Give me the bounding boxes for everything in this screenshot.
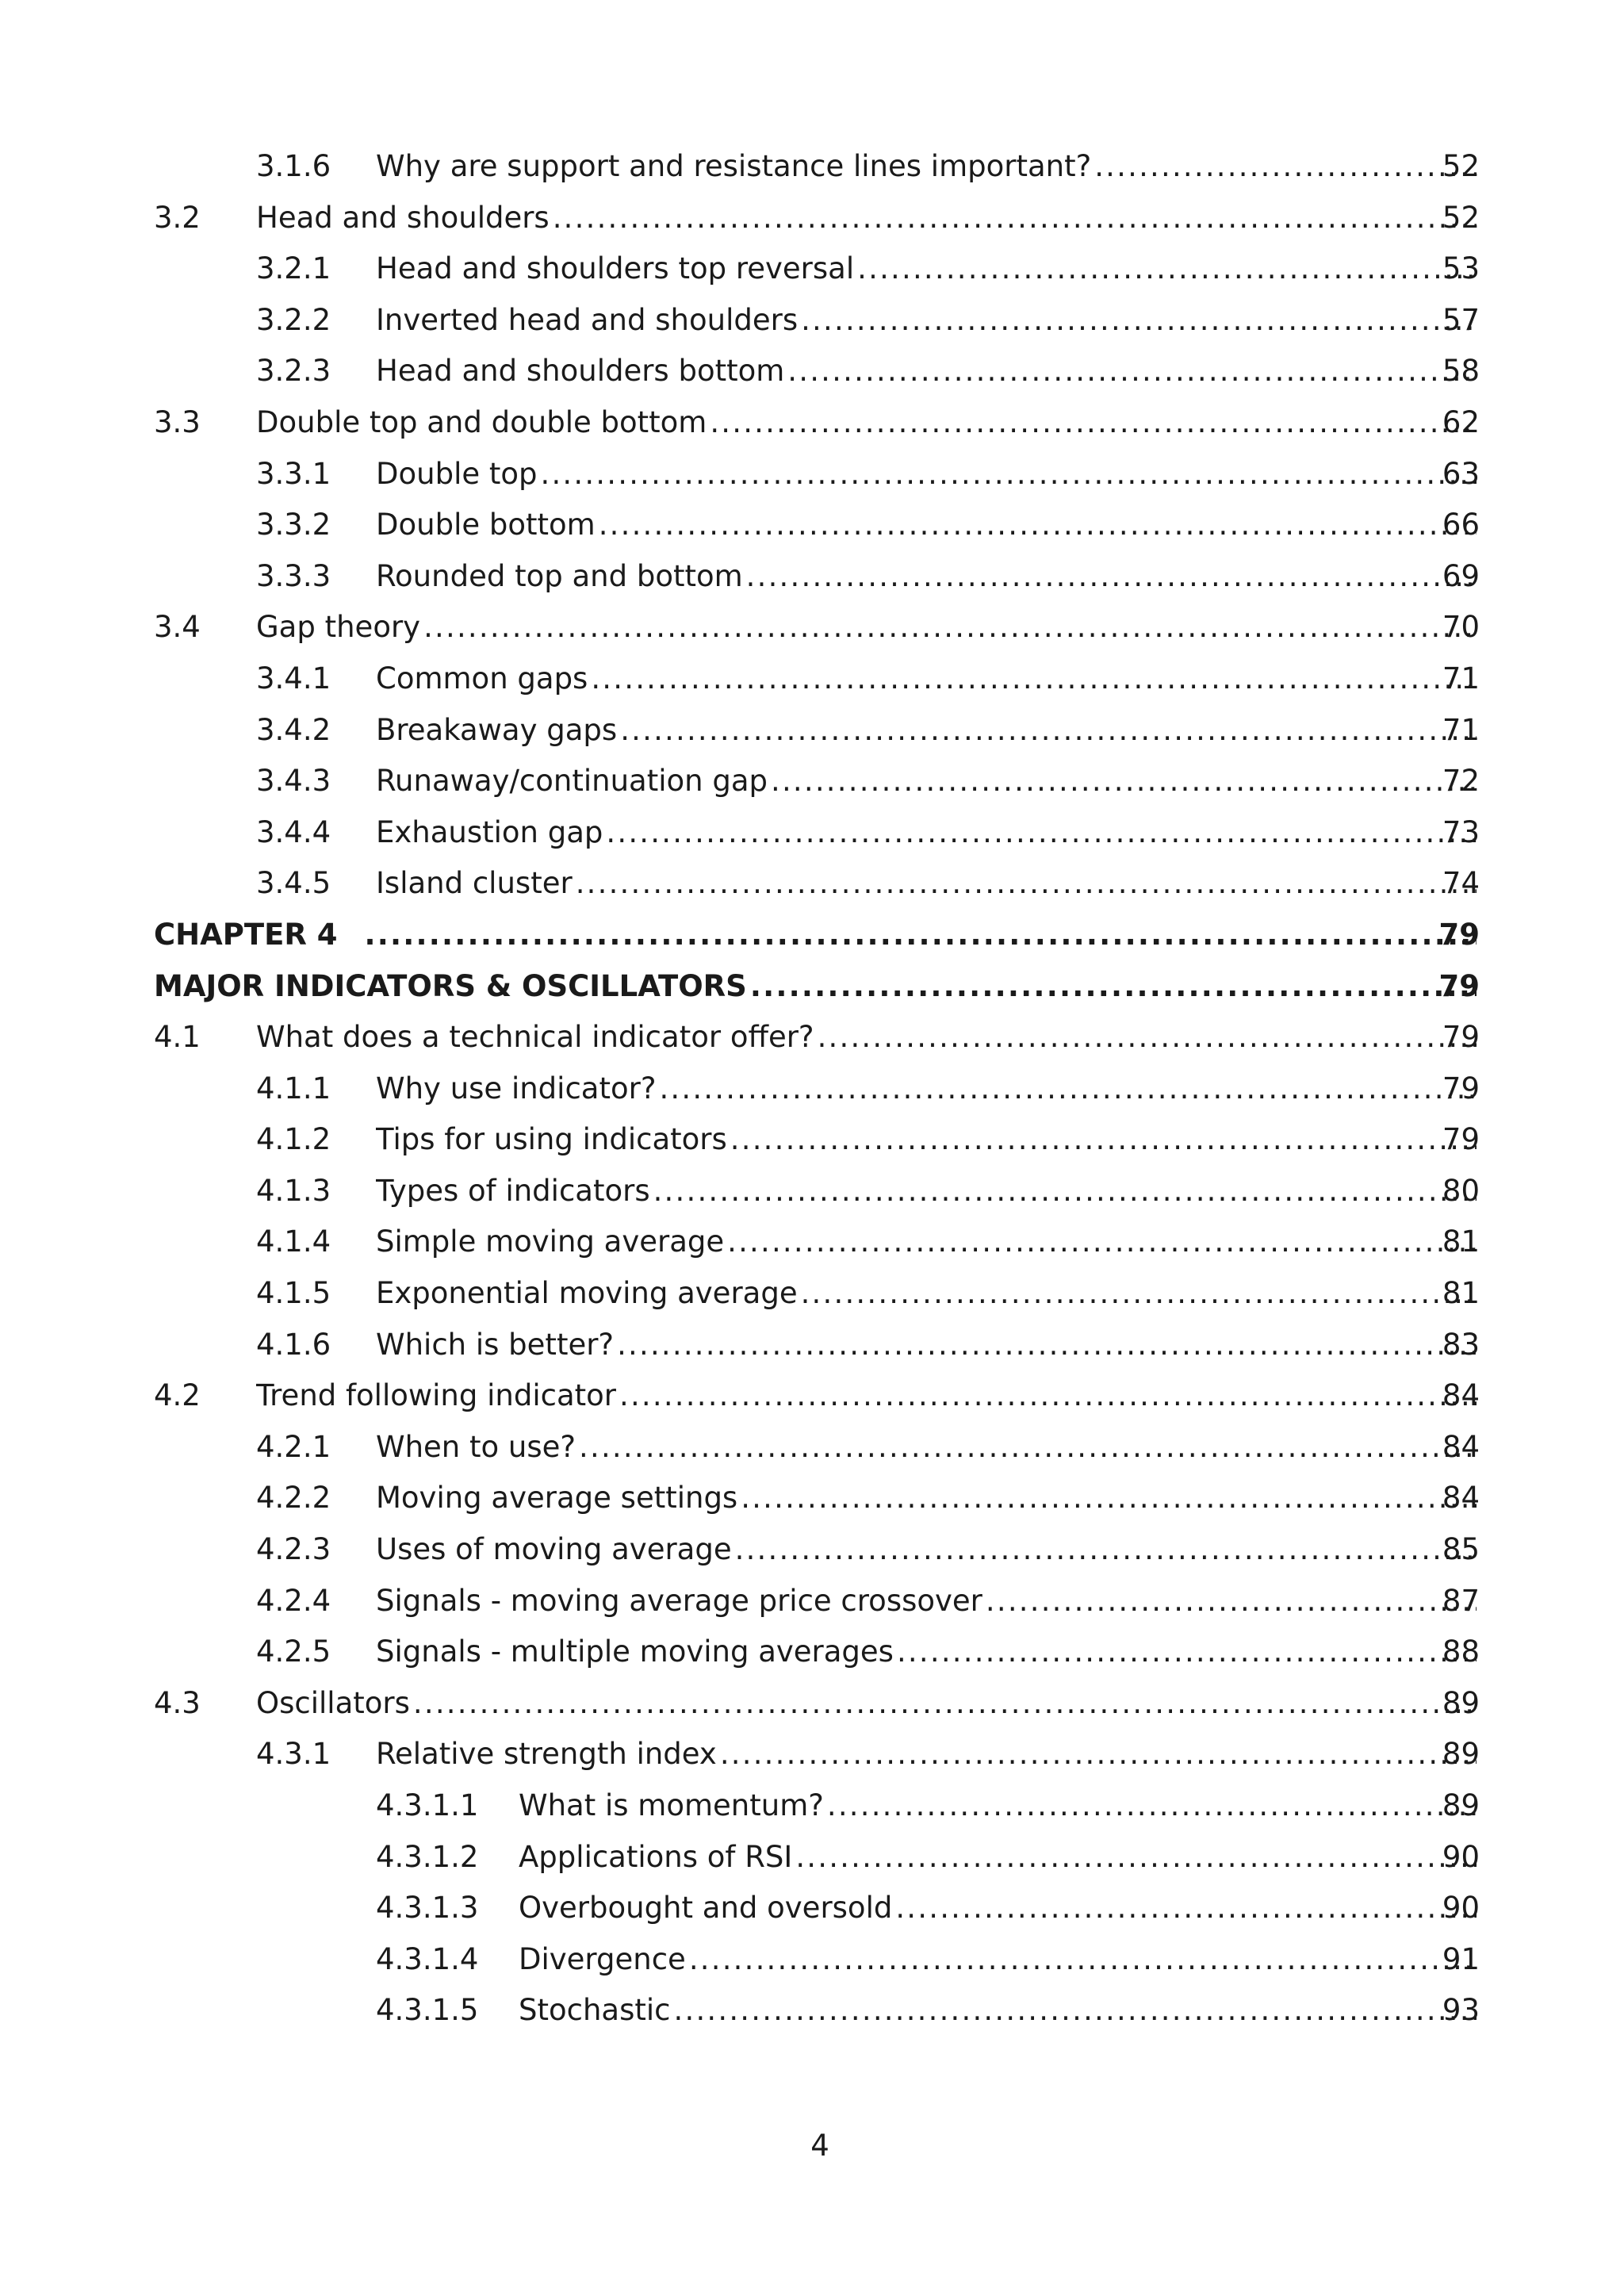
toc-entry <box>0 1268 1624 1320</box>
toc-entry-page-number: 74 <box>1442 866 1480 901</box>
dot-leader <box>986 1576 1477 1627</box>
toc-entry <box>0 1985 1624 2037</box>
toc-entry-number: 4.3.1.1 <box>376 1788 479 1822</box>
toc-entry <box>0 858 1624 910</box>
toc-entry-leader <box>376 653 1477 705</box>
toc-entry <box>0 1934 1624 1986</box>
toc-entry-page-number: 79 <box>1438 968 1480 1003</box>
toc-entry-number: 3.2.1 <box>256 251 331 286</box>
toc-entry-number: 3.2.2 <box>256 302 331 337</box>
toc-entry-number: 4.1.1 <box>256 1071 331 1106</box>
toc-entry-leader <box>519 1883 1477 1934</box>
toc-entry <box>0 1883 1624 1934</box>
dot-leader <box>606 807 1477 859</box>
toc-entry-leader <box>376 705 1477 757</box>
page-number: 4 <box>810 2129 829 2163</box>
toc-entry-number: 3.2 <box>154 200 201 235</box>
toc-entry-number: 3.3.1 <box>256 456 331 491</box>
toc-entry-leader <box>376 1473 1477 1524</box>
toc-entry-title: Types of indicators <box>376 1166 653 1217</box>
dot-leader <box>653 1166 1477 1217</box>
toc-entry-title: Common gaps <box>376 653 591 705</box>
dot-leader <box>1094 141 1477 193</box>
toc-entry <box>0 1422 1624 1473</box>
dot-leader <box>897 1627 1477 1678</box>
toc-entry <box>0 1320 1624 1371</box>
dot-leader <box>801 295 1477 347</box>
toc-entry-page-number: 52 <box>1442 149 1480 183</box>
toc-entry <box>0 1217 1624 1268</box>
toc-entry <box>0 602 1624 653</box>
toc-entry-leader <box>256 1370 1477 1422</box>
dot-leader <box>801 1268 1477 1320</box>
toc-entry <box>0 910 1624 961</box>
toc-entry-leader <box>376 1524 1477 1576</box>
toc-entry <box>0 1370 1624 1422</box>
toc-entry-number: 4.3.1.3 <box>376 1891 479 1926</box>
toc-entry-title: What is momentum? <box>519 1780 827 1832</box>
toc-entry-leader <box>376 1217 1477 1268</box>
toc-entry-title: Why use indicator? <box>376 1063 659 1115</box>
toc-entry <box>0 346 1624 397</box>
toc-entry-title: Inverted head and shoulders <box>376 295 801 347</box>
table-of-contents <box>0 141 1624 2037</box>
dot-leader <box>720 1729 1477 1780</box>
toc-entry-number: 4.2.5 <box>256 1634 331 1669</box>
toc-entry <box>0 807 1624 859</box>
toc-entry-number: 3.3.3 <box>256 558 331 593</box>
toc-entry-number: 4.3.1 <box>256 1737 331 1772</box>
toc-entry-leader <box>256 193 1477 244</box>
dot-leader <box>795 1832 1477 1884</box>
toc-entry-page-number: 89 <box>1442 1788 1480 1822</box>
toc-entry-page-number: 57 <box>1442 302 1480 337</box>
toc-entry-leader <box>376 295 1477 347</box>
toc-entry-page-number: 53 <box>1442 251 1480 286</box>
toc-entry-title: Why are support and resistance lines important? <box>376 141 1094 193</box>
toc-entry-title: Signals - multiple moving averages <box>376 1627 897 1678</box>
toc-entry <box>0 1627 1624 1678</box>
toc-entry-page-number: 90 <box>1442 1839 1480 1874</box>
toc-entry <box>0 193 1624 244</box>
toc-entry-leader <box>519 1985 1477 2037</box>
toc-entry-page-number: 72 <box>1442 764 1480 799</box>
toc-entry <box>0 500 1624 551</box>
toc-entry-number: 4.3.1.5 <box>376 1993 479 2028</box>
toc-entry-title: Oscillators <box>256 1678 413 1730</box>
toc-entry-title: Head and shoulders bottom <box>376 346 787 397</box>
dot-leader <box>617 1320 1477 1371</box>
toc-entry-leader <box>376 449 1477 500</box>
toc-entry-leader <box>256 602 1477 653</box>
dot-leader <box>710 397 1477 449</box>
toc-entry-number: 4.3.1.4 <box>376 1941 479 1976</box>
toc-entry <box>0 551 1624 603</box>
dot-leader <box>423 602 1477 653</box>
toc-entry-leader <box>256 1678 1477 1730</box>
toc-entry-title: Tips for using indicators <box>376 1114 730 1166</box>
toc-entry-leader <box>376 500 1477 551</box>
toc-entry-page-number: 66 <box>1442 508 1480 542</box>
toc-entry-number: 3.3 <box>154 404 201 439</box>
toc-entry-number: 4.1.4 <box>256 1224 331 1259</box>
toc-entry-number: 3.2.3 <box>256 354 331 389</box>
dot-leader <box>541 449 1477 500</box>
toc-entry-title: Double top and double bottom <box>256 397 710 449</box>
toc-entry-number: 3.4 <box>154 610 201 645</box>
toc-entry-number: 4.2.1 <box>256 1429 331 1464</box>
toc-entry-number: 3.4.4 <box>256 814 331 849</box>
toc-entry-page-number: 84 <box>1442 1378 1480 1413</box>
toc-entry-page-number: 79 <box>1442 1020 1480 1055</box>
toc-entry-title: What does a technical indicator offer? <box>256 1012 818 1063</box>
toc-entry-number: 4.3 <box>154 1685 201 1720</box>
dot-leader <box>620 705 1477 757</box>
toc-entry-title: Runaway/continuation gap <box>376 756 771 807</box>
toc-entry <box>0 243 1624 295</box>
toc-entry-number: 4.1.5 <box>256 1276 331 1311</box>
dot-leader <box>730 1114 1477 1166</box>
toc-entry <box>0 1473 1624 1524</box>
toc-entry-page-number: 80 <box>1442 1173 1480 1208</box>
toc-entry-title: Uses of moving average <box>376 1524 735 1576</box>
toc-entry-title: Stochastic <box>519 1985 674 2037</box>
toc-entry-page-number: 84 <box>1442 1429 1480 1464</box>
dot-leader <box>591 653 1477 705</box>
toc-entry-leader <box>376 1320 1477 1371</box>
toc-entry-page-number: 89 <box>1442 1685 1480 1720</box>
toc-entry-number: 3.4.2 <box>256 712 331 747</box>
toc-entry-leader <box>376 1063 1477 1115</box>
dot-leader <box>895 1883 1477 1934</box>
toc-entry-title: Overbought and oversold <box>519 1883 895 1934</box>
toc-entry-page-number: 87 <box>1442 1583 1480 1618</box>
toc-entry <box>0 141 1624 193</box>
dot-leader <box>674 1985 1477 2037</box>
toc-entry-page-number: 88 <box>1442 1634 1480 1669</box>
toc-entry <box>0 449 1624 500</box>
toc-entry-number: 4.2.3 <box>256 1532 331 1567</box>
toc-entry-title: MAJOR INDICATORS & OSCILLATORS <box>154 961 750 1013</box>
toc-entry <box>0 1114 1624 1166</box>
dot-leader <box>579 1422 1477 1473</box>
toc-entry-page-number: 58 <box>1442 354 1480 389</box>
toc-entry-page-number: 71 <box>1442 661 1480 696</box>
toc-entry-title: When to use? <box>376 1422 579 1473</box>
toc-entry-number: 4.2 <box>154 1378 201 1413</box>
toc-entry-page-number: 69 <box>1442 558 1480 593</box>
toc-entry-leader <box>376 1576 1477 1627</box>
dot-leader <box>689 1934 1477 1986</box>
toc-entry-title: Exhaustion gap <box>376 807 606 859</box>
dot-leader <box>413 1678 1477 1730</box>
toc-entry-leader <box>376 1114 1477 1166</box>
toc-entry-title: Trend following indicator <box>256 1370 619 1422</box>
toc-entry <box>0 961 1624 1013</box>
toc-entry <box>0 1524 1624 1576</box>
toc-entry-title: Signals - moving average price crossover <box>376 1576 986 1627</box>
dot-leader <box>619 1370 1477 1422</box>
toc-entry <box>0 1780 1624 1832</box>
toc-entry-page-number: 70 <box>1442 610 1480 645</box>
toc-entry-page-number: 84 <box>1442 1481 1480 1516</box>
toc-entry <box>0 1729 1624 1780</box>
toc-entry-page-number: 81 <box>1442 1224 1480 1259</box>
dot-leader <box>771 756 1477 807</box>
toc-entry <box>0 1063 1624 1115</box>
toc-entry-leader <box>376 243 1477 295</box>
toc-entry-number: 4.2.2 <box>256 1481 331 1516</box>
dot-leader <box>365 910 1477 961</box>
toc-entry-leader <box>519 1780 1477 1832</box>
toc-entry-title: Double top <box>376 449 541 500</box>
toc-entry-title: Island cluster <box>376 858 576 910</box>
toc-entry-page-number: 83 <box>1442 1327 1480 1362</box>
toc-entry-number: 3.4.1 <box>256 661 331 696</box>
toc-entry-page-number: 79 <box>1442 1122 1480 1157</box>
toc-entry <box>0 756 1624 807</box>
toc-entry <box>0 1166 1624 1217</box>
dot-leader <box>727 1217 1477 1268</box>
dot-leader <box>746 551 1477 603</box>
toc-entry-page-number: 73 <box>1442 814 1480 849</box>
toc-entry-leader <box>376 1166 1477 1217</box>
dot-leader <box>787 346 1477 397</box>
toc-entry-leader <box>376 1268 1477 1320</box>
toc-entry-leader <box>256 1012 1477 1063</box>
toc-entry-title: Moving average settings <box>376 1473 741 1524</box>
toc-entry-leader <box>376 807 1477 859</box>
toc-entry-title: Rounded top and bottom <box>376 551 746 603</box>
toc-entry <box>0 295 1624 347</box>
toc-entry <box>0 1678 1624 1730</box>
toc-entry-title: Breakaway gaps <box>376 705 620 757</box>
toc-entry-leader <box>376 551 1477 603</box>
toc-entry-number: 4.1 <box>154 1020 201 1055</box>
toc-entry-leader <box>376 346 1477 397</box>
toc-entry <box>0 1832 1624 1884</box>
toc-entry-page-number: 63 <box>1442 456 1480 491</box>
dot-leader <box>827 1780 1477 1832</box>
toc-entry-title: Exponential moving average <box>376 1268 801 1320</box>
toc-entry-title: Head and shoulders <box>256 193 553 244</box>
toc-entry-number: 3.3.2 <box>256 508 331 542</box>
toc-entry-title: Simple moving average <box>376 1217 727 1268</box>
toc-entry-page-number: 93 <box>1442 1993 1480 2028</box>
toc-entry-leader <box>519 1934 1477 1986</box>
toc-entry-title: Double bottom <box>376 500 599 551</box>
toc-entry-title: Applications of RSI <box>519 1832 795 1884</box>
dot-leader <box>818 1012 1477 1063</box>
toc-entry-leader <box>519 1832 1477 1884</box>
toc-entry-number: 4.1.6 <box>256 1327 331 1362</box>
dot-leader <box>741 1473 1477 1524</box>
toc-entry-page-number: 90 <box>1442 1891 1480 1926</box>
toc-entry-leader <box>376 1422 1477 1473</box>
dot-leader <box>553 193 1477 244</box>
toc-entry <box>0 653 1624 705</box>
toc-entry-page-number: 91 <box>1442 1941 1480 1976</box>
dot-leader <box>857 243 1477 295</box>
toc-entry-title: Which is better? <box>376 1320 617 1371</box>
toc-entry-page-number: 89 <box>1442 1737 1480 1772</box>
toc-entry <box>0 1012 1624 1063</box>
toc-entry-number: 4.2.4 <box>256 1583 331 1618</box>
toc-entry-page-number: 81 <box>1442 1276 1480 1311</box>
toc-entry-page-number: 62 <box>1442 404 1480 439</box>
toc-entry <box>0 397 1624 449</box>
toc-entry-number: 3.4.3 <box>256 764 331 799</box>
toc-entry-leader <box>256 397 1477 449</box>
toc-entry-number: 3.4.5 <box>256 866 331 901</box>
toc-entry-page-number: 85 <box>1442 1532 1480 1567</box>
toc-entry <box>0 1576 1624 1627</box>
dot-leader <box>599 500 1477 551</box>
toc-entry <box>0 705 1624 757</box>
dot-leader <box>735 1524 1477 1576</box>
toc-entry-title: Head and shoulders top reversal <box>376 243 857 295</box>
toc-entry-leader <box>376 1627 1477 1678</box>
dot-leader <box>750 961 1477 1013</box>
toc-entry-title: Gap theory <box>256 602 423 653</box>
toc-entry-number: 3.1.6 <box>256 149 331 183</box>
toc-entry-leader <box>376 756 1477 807</box>
toc-entry-number: 4.1.2 <box>256 1122 331 1157</box>
toc-entry-page-number: 52 <box>1442 200 1480 235</box>
toc-entry-page-number: 71 <box>1442 712 1480 747</box>
dot-leader <box>659 1063 1477 1115</box>
toc-entry-title: CHAPTER 4 <box>154 910 365 961</box>
toc-entry-number: 4.1.3 <box>256 1173 331 1208</box>
dot-leader <box>576 858 1477 910</box>
toc-entry-leader <box>154 961 1477 1013</box>
toc-entry-page-number: 79 <box>1442 1071 1480 1106</box>
toc-entry-leader <box>376 858 1477 910</box>
toc-entry-number: 4.3.1.2 <box>376 1839 479 1874</box>
toc-entry-page-number: 79 <box>1438 917 1480 952</box>
toc-entry-leader <box>376 141 1477 193</box>
toc-entry-leader <box>376 1729 1477 1780</box>
toc-entry-title: Relative strength index <box>376 1729 720 1780</box>
toc-entry-leader <box>154 910 1477 961</box>
toc-entry-title: Divergence <box>519 1934 689 1986</box>
